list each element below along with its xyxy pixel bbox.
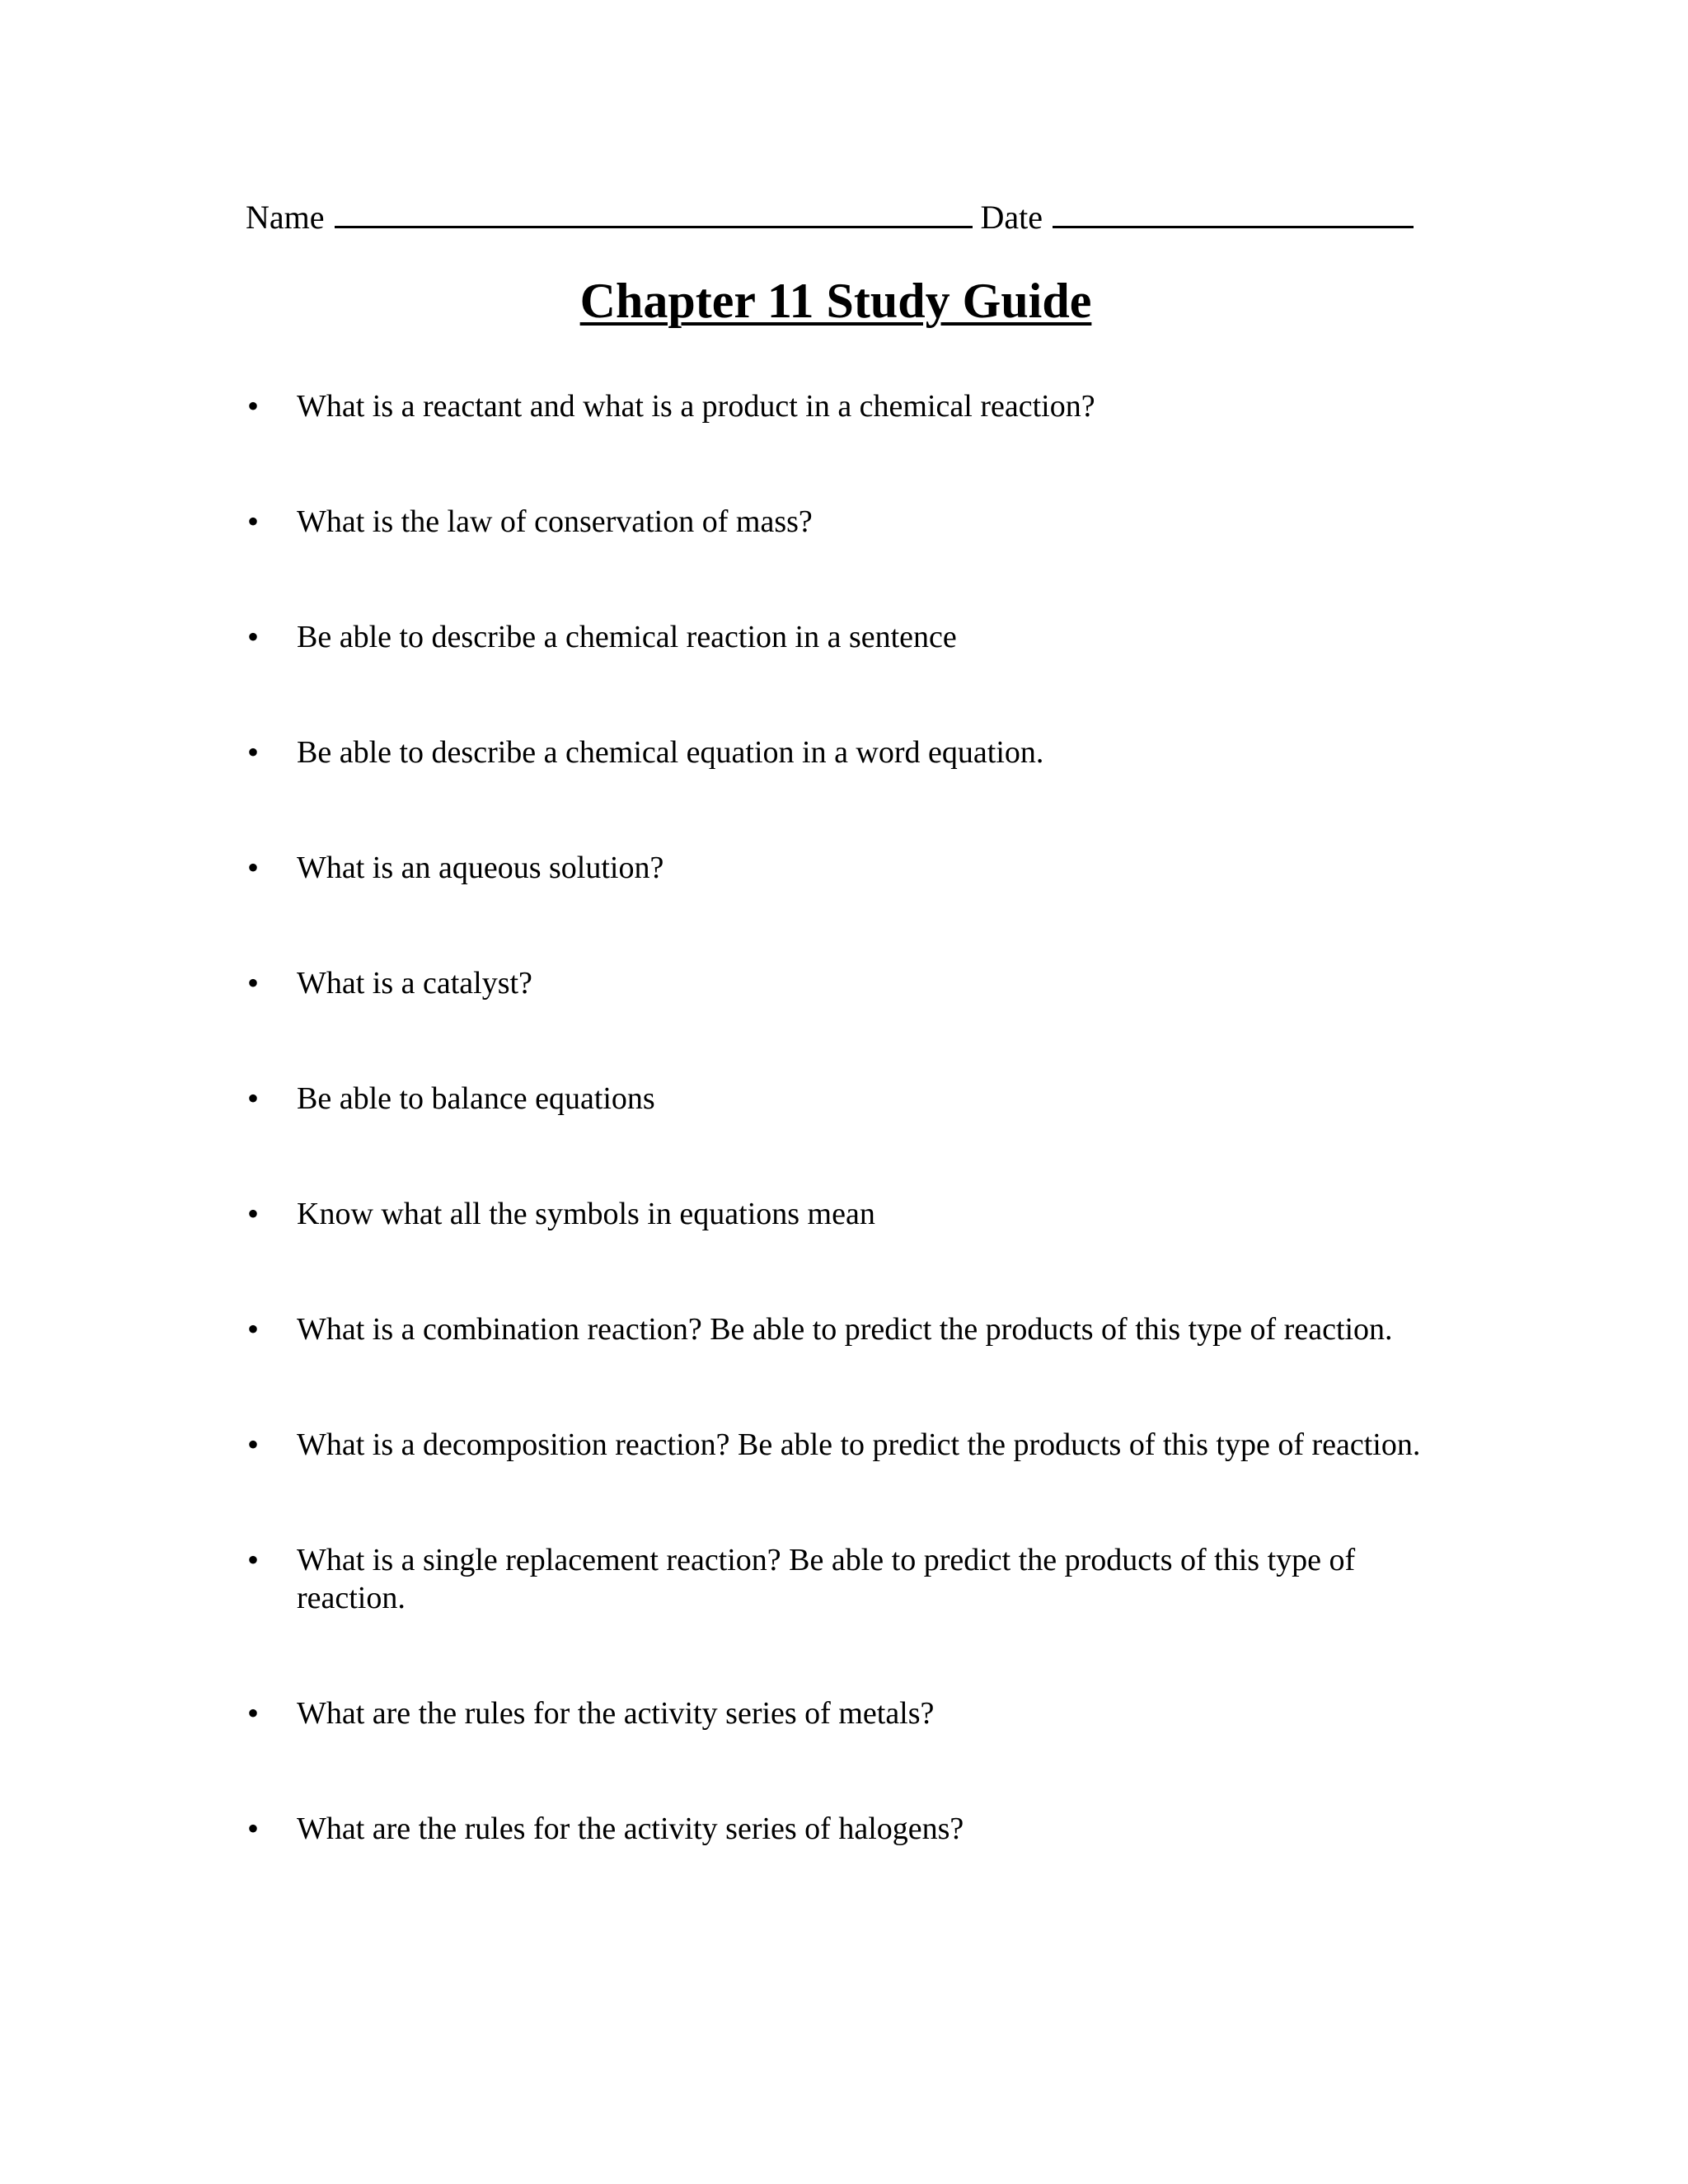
list-item-text: What are the rules for the activity series of halogens?: [297, 1811, 964, 1846]
list-item-text: What is a single replacement reaction? Be able to predict the products of this type of reaction.: [297, 1543, 1356, 1615]
bullet-icon: •: [247, 1694, 260, 1732]
date-blank-line: [1053, 191, 1414, 228]
list-item: [246, 1310, 1432, 1348]
name-blank-line: [335, 191, 973, 228]
name-date-header: [246, 191, 1416, 241]
page-title: Chapter 11 Study Guide: [579, 274, 1092, 328]
date-label: Date: [980, 199, 1043, 236]
list-item-text: What is the law of conservation of mass?: [297, 504, 813, 539]
bullet-icon: •: [247, 1080, 260, 1117]
bullet-icon: •: [247, 1541, 260, 1578]
bullet-icon: •: [247, 618, 260, 655]
list-item: [246, 387, 1432, 425]
list-item: [246, 503, 1432, 541]
list-item: [246, 1195, 1432, 1233]
list-item: [246, 1810, 1432, 1848]
bullet-icon: •: [247, 387, 260, 424]
list-item: [246, 1694, 1432, 1732]
bullet-icon: •: [247, 964, 260, 1001]
list-item: [246, 1426, 1432, 1464]
list-item-text: What is a combination reaction? Be able to predict the products of this type of reaction.: [297, 1312, 1393, 1347]
list-item: [246, 618, 1432, 656]
list-item-text: What are the rules for the activity series of metals?: [297, 1696, 935, 1731]
list-item-text: What is a catalyst?: [297, 966, 532, 1001]
list-item-text: Know what all the symbols in equations mean: [297, 1197, 875, 1231]
bullet-icon: •: [247, 849, 260, 886]
list-item-text: Be able to balance equations: [297, 1081, 655, 1116]
bullet-icon: •: [247, 733, 260, 771]
list-item-text: What is a decomposition reaction? Be able to predict the products of this type of reaction.: [297, 1427, 1421, 1462]
bullet-icon: •: [247, 503, 260, 540]
name-label: Name: [246, 199, 325, 236]
study-question-list: [246, 387, 1432, 1848]
list-item: [246, 964, 1432, 1002]
list-item-text: What is a reactant and what is a product in a chemical reaction?: [297, 389, 1095, 424]
list-item-text: Be able to describe a chemical equation in a word equation.: [297, 735, 1044, 770]
list-item: [246, 849, 1432, 887]
bullet-icon: •: [247, 1810, 260, 1847]
list-item: [246, 1541, 1432, 1617]
bullet-icon: •: [247, 1426, 260, 1463]
bullet-icon: •: [247, 1310, 260, 1347]
list-item-text: What is an aqueous solution?: [297, 851, 664, 885]
bullet-icon: •: [247, 1195, 260, 1232]
list-item: [246, 1080, 1432, 1118]
list-item-text: Be able to describe a chemical reaction in a sentence: [297, 620, 957, 654]
list-item: [246, 733, 1432, 771]
